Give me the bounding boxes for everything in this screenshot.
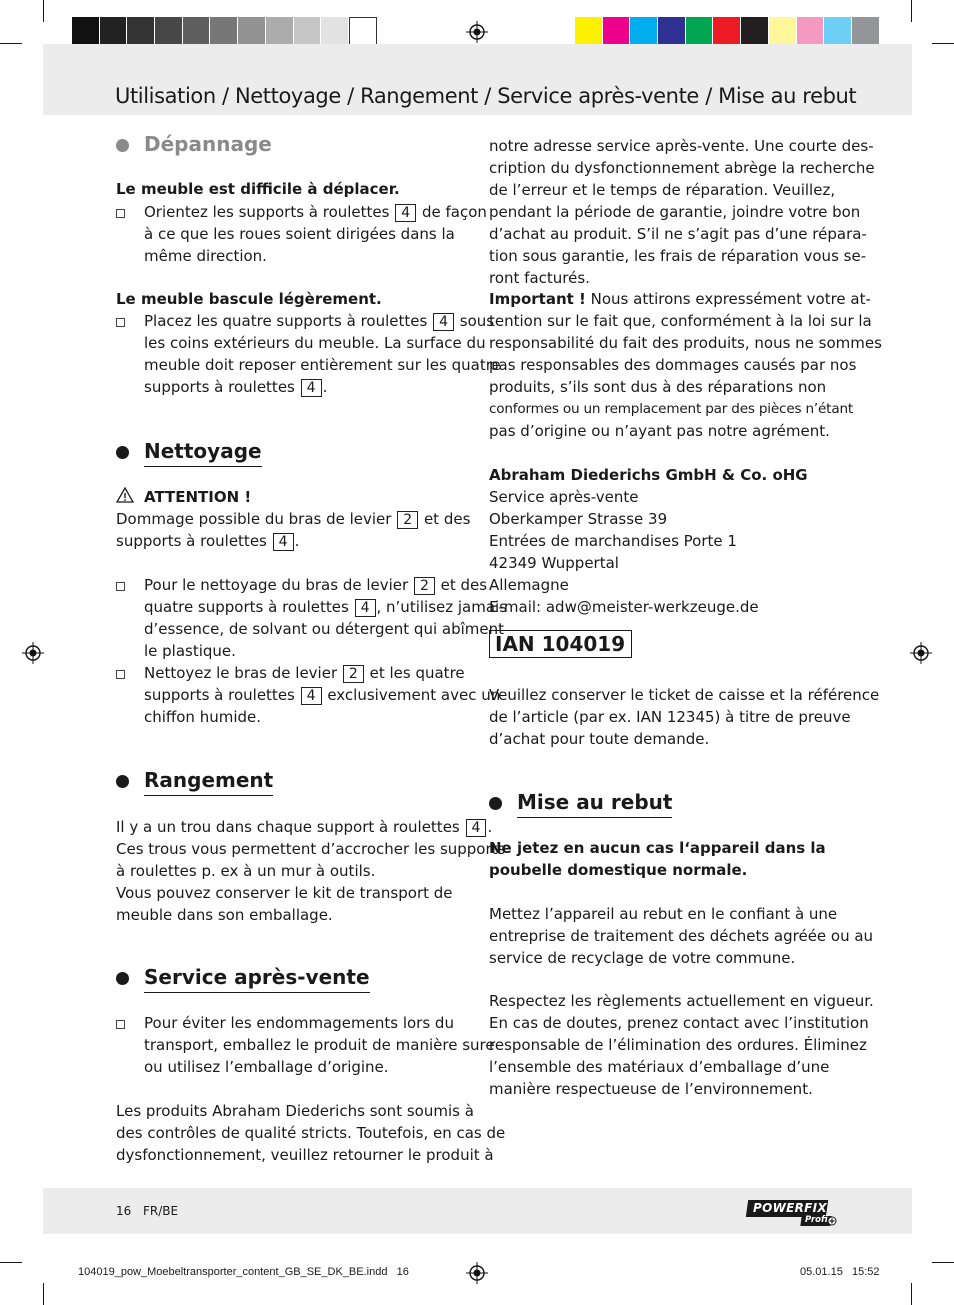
process-color-bar: [575, 17, 880, 47]
paragraph-line: manière respectueuse de l’environnement.: [489, 1080, 813, 1098]
list-item-line: supports à roulettes 4 .: [144, 378, 328, 396]
page-title: Utilisation / Nettoyage / Rangement / Service après-vente / Mise au rebut: [115, 84, 857, 108]
important-line: Important ! Nous attirons expressément votre at-: [489, 290, 871, 308]
warning-triangle-icon: [116, 487, 134, 503]
address-line: Oberkamper Strasse 39: [489, 510, 668, 528]
section-bullet-icon: [489, 797, 502, 810]
paragraph-line: dysfonctionnement, veuillez retourner le produit à: [116, 1146, 494, 1164]
section-bullet-icon: [116, 972, 129, 985]
section-heading-service: Service après-vente: [144, 964, 370, 993]
paragraph-line: de l’erreur et le temps de réparation. Veuillez,: [489, 181, 836, 199]
section-heading-depannage: Dépannage: [144, 132, 272, 156]
color-swatch: [575, 17, 603, 47]
list-item-line: à ce que les roues soient dirigées dans la: [144, 225, 455, 243]
color-swatch: [824, 17, 852, 47]
color-swatch: [603, 17, 631, 47]
crop-mark: [43, 0, 44, 22]
page-header: [43, 44, 912, 115]
paragraph-line: à roulettes p. ex à un mur à outils.: [116, 862, 376, 880]
list-item-line: meuble doit reposer entièrement sur les quatre: [144, 356, 501, 374]
list-item-line: les coins extérieurs du meuble. La surface du: [144, 334, 486, 352]
section-bullet-icon: [116, 446, 129, 459]
slug-date: 05.01.15 15:52: [800, 1266, 880, 1278]
color-swatch: [741, 17, 769, 47]
color-swatch: [713, 17, 741, 47]
paragraph-line: l’ensemble des matériaux d’emballage d’une: [489, 1058, 830, 1076]
paragraph-line: Mettez l’appareil au rebut en le confiant à une: [489, 905, 838, 923]
address-line: Allemagne: [489, 576, 569, 594]
paragraph-line: pas responsables des dommages causés par nos: [489, 356, 857, 374]
paragraph-line: des contrôles de qualité stricts. Toutefois, en cas de: [116, 1124, 506, 1142]
list-item-line: le plastique.: [144, 642, 236, 660]
crop-mark: [932, 43, 954, 44]
paragraph-line: meuble dans son emballage.: [116, 906, 333, 924]
paragraph-line: notre adresse service après-vente. Une courte des-: [489, 137, 874, 155]
gray-swatch: [127, 17, 155, 47]
paragraph-line: responsable de l’élimination des ordures. Éliminez: [489, 1036, 867, 1054]
address-line: 42349 Wuppertal: [489, 554, 619, 572]
list-item-line: même direction.: [144, 247, 267, 265]
color-swatch: [630, 17, 658, 47]
section-heading-rangement: Rangement: [144, 767, 273, 796]
paragraph-line: Respectez les règlements actuellement en vigueur.: [489, 992, 874, 1010]
attention-label: ATTENTION !: [144, 488, 252, 506]
list-marker-icon: [116, 318, 125, 327]
crop-mark: [0, 1262, 22, 1263]
registration-mark-icon: [466, 21, 488, 43]
issue-title: Le meuble bascule légèrement.: [116, 290, 382, 308]
color-swatch: [852, 17, 880, 47]
list-item: Pour le nettoyage du bras de levier 2 et des: [144, 576, 488, 594]
crop-mark: [911, 1283, 912, 1305]
email-address: E-mail: adw@meister-werkzeuge.de: [489, 598, 759, 616]
grayscale-color-bar: [72, 17, 377, 47]
gray-swatch: [321, 17, 349, 47]
language-code: FR/BE: [143, 1204, 179, 1218]
paragraph-line: entreprise de traitement des déchets agréée ou au: [489, 927, 874, 945]
color-swatch: [797, 17, 825, 47]
list-marker-icon: [116, 670, 125, 679]
address-line: Entrées de marchandises Porte 1: [489, 532, 737, 550]
registration-mark-icon: [910, 642, 932, 664]
paragraph-line: Vous pouvez conserver le kit de transport de: [116, 884, 453, 902]
plus-circle-icon: [827, 1216, 837, 1226]
paragraph-line: tention sur le fait que, conformément à la loi sur la: [489, 312, 872, 330]
list-item-line: chiffon humide.: [144, 708, 262, 726]
ian-number-box: IAN 104019: [489, 630, 632, 658]
list-item: Pour éviter les endommagements lors du: [144, 1014, 454, 1032]
paragraph-line: pas d’origine ou n’ayant pas notre agrément.: [489, 422, 830, 440]
paragraph-line: Les produits Abraham Diederichs sont soumis à: [116, 1102, 474, 1120]
crop-mark: [932, 1262, 954, 1263]
gray-swatch: [238, 17, 266, 47]
paragraph-line: d’achat au produit. S’il ne s’agit pas d’une répara-: [489, 225, 867, 243]
important-label: Important !: [489, 290, 586, 308]
paragraph-line: conformes ou un remplacement par des pièces n’étant: [489, 401, 853, 417]
gray-swatch: [183, 17, 211, 47]
list-marker-icon: [116, 1020, 125, 1029]
list-marker-icon: [116, 209, 125, 218]
section-heading-rebut: Mise au rebut: [517, 789, 672, 818]
address-line: Service après-vente: [489, 488, 639, 506]
color-swatch: [658, 17, 686, 47]
paragraph-line: Veuillez conserver le ticket de caisse et la référence: [489, 686, 880, 704]
gray-swatch: [72, 17, 100, 47]
list-item-line: quatre supports à roulettes 4 , n’utilisez jamais: [144, 598, 508, 616]
paragraph-line: responsabilité du fait des produits, nous ne sommes: [489, 334, 882, 352]
paragraph-line: En cas de doutes, prenez contact avec l’institution: [489, 1014, 869, 1032]
color-swatch: [686, 17, 714, 47]
paragraph-line: ront facturés.: [489, 269, 590, 287]
section-heading-nettoyage: Nettoyage: [144, 438, 262, 467]
logo-text: POWERFIX: [753, 1201, 827, 1215]
list-item: Placez les quatre supports à roulettes 4 sous: [144, 312, 495, 330]
list-item-line: transport, emballez le produit de manière sure: [144, 1036, 495, 1054]
gray-swatch: [349, 17, 377, 47]
crop-mark: [911, 0, 912, 22]
crop-mark: [43, 1283, 44, 1305]
powerfix-logo: [747, 1200, 837, 1228]
gray-swatch: [266, 17, 294, 47]
disposal-warning: Ne jetez en aucun cas l‘appareil dans la: [489, 839, 826, 857]
list-item-line: d’essence, de solvant ou détergent qui abîment: [144, 620, 504, 638]
color-swatch: [769, 17, 797, 47]
list-item-line: supports à roulettes 4 exclusivement avec un: [144, 686, 501, 704]
gray-swatch: [210, 17, 238, 47]
list-item-line: ou utilisez l’emballage d’origine.: [144, 1058, 389, 1076]
disposal-warning: poubelle domestique normale.: [489, 861, 748, 879]
gray-swatch: [100, 17, 128, 47]
slug-filename: 104019_pow_Moebeltransporter_content_GB_SE_DK_BE.indd 16: [78, 1266, 409, 1278]
issue-title: Le meuble est difficile à déplacer.: [116, 180, 400, 198]
registration-mark-icon: [466, 1262, 488, 1284]
section-bullet-icon: [116, 139, 129, 152]
paragraph-line: d’achat pour toute demande.: [489, 730, 710, 748]
paragraph-line: pendant la période de garantie, joindre votre bon: [489, 203, 861, 221]
gray-swatch: [155, 17, 183, 47]
paragraph-line: Il y a un trou dans chaque support à roulettes 4 .: [116, 818, 493, 836]
paragraph-line: cription du dysfonctionnement abrège la recherche: [489, 159, 875, 177]
list-item: Nettoyez le bras de levier 2 et les quatre: [144, 664, 465, 682]
paragraph-line: tion sous garantie, les frais de réparation vous se-: [489, 247, 867, 265]
logo-subtext: Profi: [805, 1215, 828, 1225]
crop-mark: [0, 43, 22, 44]
section-bullet-icon: [116, 775, 129, 788]
list-marker-icon: [116, 582, 125, 591]
page-number: 16: [116, 1204, 132, 1218]
gray-swatch: [294, 17, 322, 47]
paragraph-line: Ces trous vous permettent d’accrocher les supports: [116, 840, 506, 858]
paragraph-line: service de recyclage de votre commune.: [489, 949, 796, 967]
warning-text: Dommage possible du bras de levier 2 et des: [116, 510, 471, 528]
company-name: Abraham Diederichs GmbH & Co. oHG: [489, 466, 808, 484]
registration-mark-icon: [22, 642, 44, 664]
paragraph-line: produits, s’ils sont dus à des réparations non: [489, 378, 827, 396]
warning-text: supports à roulettes 4 .: [116, 532, 300, 550]
list-item: Orientez les supports à roulettes 4 de façon: [144, 203, 487, 221]
paragraph-line: de l’article (par ex. IAN 12345) à titre de preuve: [489, 708, 851, 726]
